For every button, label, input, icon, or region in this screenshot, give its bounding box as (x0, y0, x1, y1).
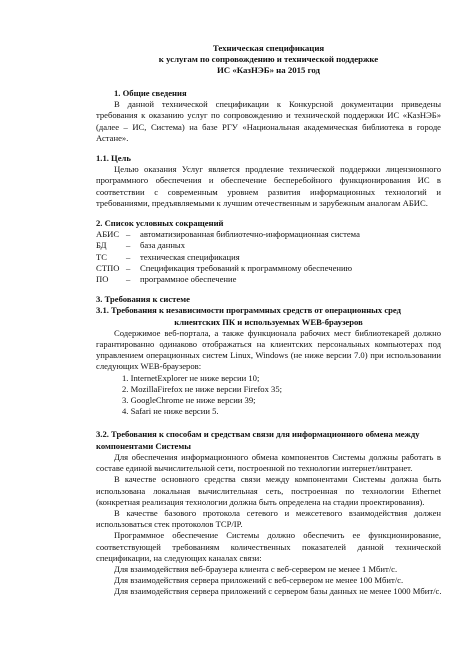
section-3-2-paragraph: В качестве базового протокола сетевого и межсетевого взаимодействия должен использоваться стек протоколов TCP/IP. (96, 507, 441, 530)
abbreviation-term: ТС (96, 251, 107, 262)
section-3-1-heading-line-2: клиентских ПК и используемых WEB-браузеров (174, 316, 363, 327)
list-item: 2. MozillaFirefox не ниже версии Firefox 35; (122, 383, 283, 394)
section-3-2-paragraph: Программное обеспечение Системы должно обеспечить ее функционирование, соответствующей требованиям количественных показателей данной технической спецификации, на следующих каналах связи: (96, 530, 441, 563)
section-3-2-paragraph: В качестве основного средства связи между компонентами Системы должна быть использована локальная вычислительная сеть, построенная по технологии Ethernet (конкретная реализация технологии должна быть определена на стадии проектирования). (96, 474, 441, 507)
abbreviation-definition: база данных (140, 240, 185, 251)
section-3-2-heading (96, 429, 441, 451)
abbreviation-row: СТПО – Спецификация требований к программному обеспечению (96, 262, 353, 273)
abbreviation-list (96, 229, 441, 285)
section-3-heading: 3. Требования к системе (96, 294, 190, 305)
page-content (96, 43, 441, 598)
section-3-1-heading (96, 305, 441, 327)
abbreviation-definition: Спецификация требований к программному обеспечению (140, 262, 353, 273)
section-1-1-heading: 1.1. Цель (96, 153, 131, 164)
abbreviation-term: БД (96, 240, 107, 251)
section-3-2-paragraph: Для обеспечения информационного обмена компонентов Системы должны работать в составе единой вычислительной сети, построенной по технологии интернет/интранет. (96, 451, 441, 474)
section-1-text: В данной технической спецификации к Конкурсной документации приведены требования к оказанию услуг по сопровождению и технической поддержки ИС «КазНЭБ» (далее – ИС, Система) на базе РГУ «Национальная академическая библиотека в городе Астане». (96, 99, 441, 143)
abbreviation-definition: автоматизированная библиотечно-информационная система (140, 229, 360, 240)
abbreviation-row: ТС – техническая спецификация (96, 251, 240, 262)
browser-list (122, 373, 441, 418)
section-3-2-heading-line-1: 3.2. Требования к способам и средствам связи для информационного обмена между (96, 429, 420, 440)
abbreviation-definition: техническая спецификация (140, 251, 240, 262)
abbreviation-row: БД – база данных (96, 240, 185, 251)
list-item: 3. GoogleChrome не ниже версии 39; (122, 395, 256, 406)
abbreviation-row: ПО – программное обеспечение (96, 274, 237, 285)
channel-requirement: Для взаимодействия веб-браузера клиента с веб-сервером не менее 1 Мбит/с. (114, 563, 398, 574)
title-line-1: Техническая спецификация (212, 43, 325, 53)
abbreviation-term: СТПО (96, 262, 120, 273)
channel-requirement: Для взаимодействия сервера приложений с веб-сервером не менее 100 Мбит/с. (114, 575, 404, 586)
abbreviation-term: ПО (96, 274, 109, 285)
title-line-3: ИС «КазНЭБ» на 2015 год (216, 65, 321, 75)
section-3-1-heading-line-1: 3.1. Требования к независимости программных средств от операционных сред (96, 305, 401, 316)
section-2-heading: 2. Список условных сокращений (96, 218, 224, 229)
document-title (96, 43, 441, 76)
section-3-1-text: Содержимое веб-портала, а также функционала рабочих мест библиотекарей должно гарантированно одинаково отображаться на клиентских персональных компьютерах под управлением операционных систем Linux, Windows (не ниже версии 7.0) при использовании следующих WEB-браузеров: (96, 327, 441, 372)
list-item: 4. Safari не ниже версии 5. (122, 406, 219, 417)
abbreviation-definition: программное обеспечение (140, 274, 237, 285)
title-line-2: к услугам по сопровождению и технической поддержке (158, 54, 379, 64)
channel-requirement: Для взаимодействия сервера приложений с сервером базы данных не менее 1000 Мбит/с. (114, 586, 442, 597)
section-1-heading: 1. Общие сведения (114, 88, 187, 98)
list-item: 1. InternetExplorer не ниже версии 10; (122, 372, 260, 383)
section-1-1-text: Целью оказания Услуг является продление технической поддержки лицензионного программного обеспечения и обеспечение бесперебойного функционирования ИС в соответствии с современным уровнем развития информационных технологий и требованиями, предъявляемыми к лучшим отечественным и зарубежным аналогам АБИС. (96, 164, 441, 208)
abbreviation-row: АБИС – автоматизированная библиотечно-информационная система (96, 229, 360, 240)
abbreviation-term: АБИС (96, 229, 120, 240)
section-3-2-heading-line-2: компонентами Системы (96, 440, 191, 451)
